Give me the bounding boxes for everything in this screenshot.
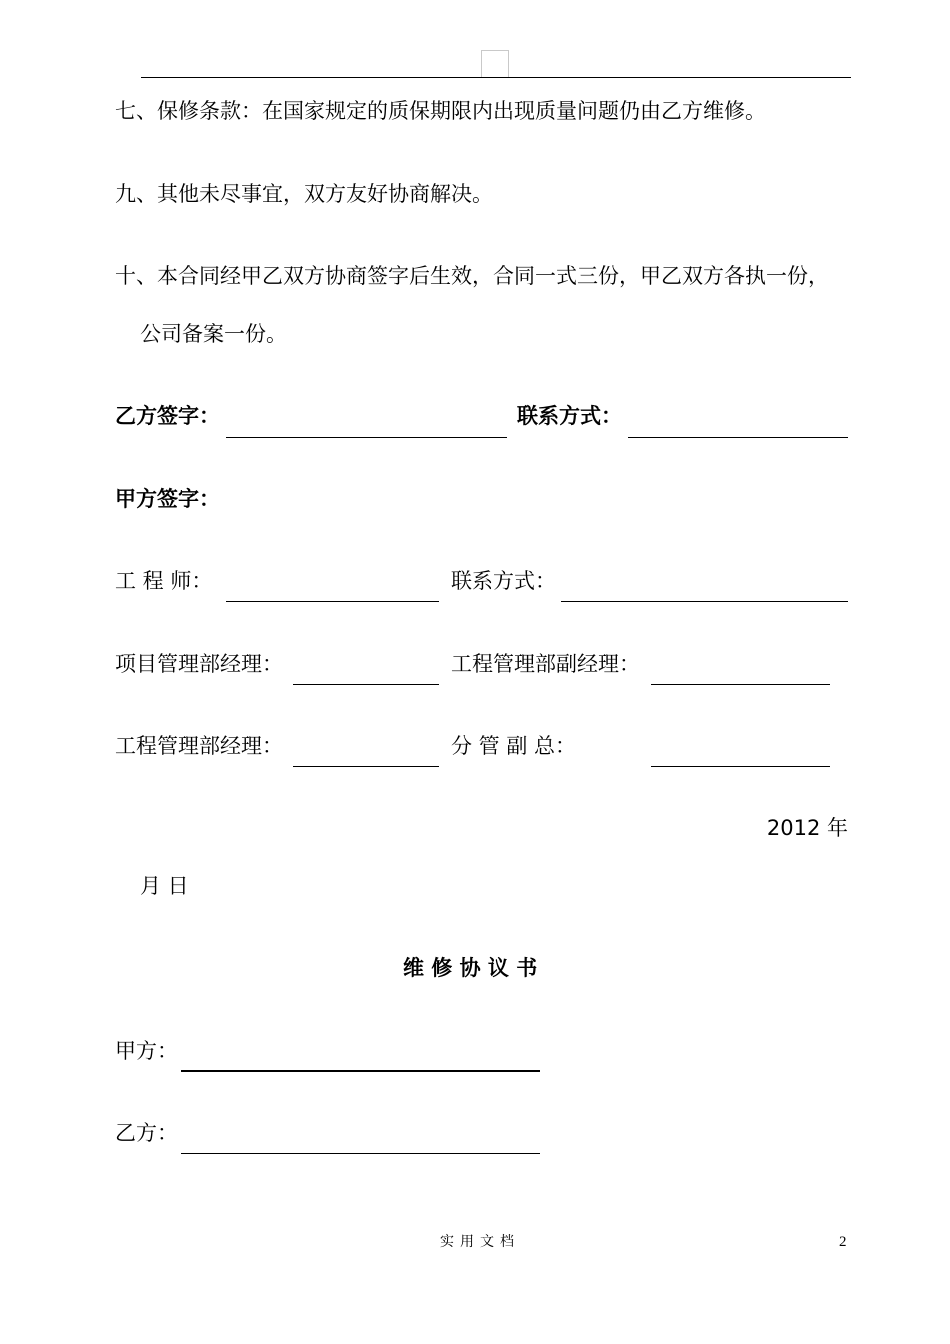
eng-deputy-manager-label: 工程管理部副经理： (451, 652, 640, 676)
agreement-title: 维 修 协 议 书 (403, 956, 538, 980)
footer-text: 实用文档 (440, 1234, 520, 1250)
header-rule (141, 77, 851, 78)
party-b-contact-label: 联系方式： (517, 404, 622, 428)
project-manager-label: 项目管理部经理： (115, 652, 283, 676)
party-a-signature-label: 甲方签字： (115, 487, 220, 511)
deputy-general-label: 分 管 副 总： (451, 734, 577, 758)
date-month-day: 月 日 (140, 874, 189, 898)
deputy-general-line (651, 766, 830, 767)
clause-10-line1: 十、本合同经甲乙双方协商签字后生效，合同一式三份，甲乙双方各执一份， (115, 264, 829, 288)
eng-deputy-manager-line (651, 684, 830, 685)
engineer-label: 工 程 师： (115, 569, 213, 593)
party-b-signature-label: 乙方签字： (115, 404, 220, 428)
date-year: 2012 年 (766, 816, 848, 840)
agreement-party-a-label: 甲方： (115, 1039, 178, 1063)
engineer-contact-line (561, 601, 848, 602)
agreement-party-b-line (181, 1153, 540, 1154)
engineer-contact-label: 联系方式： (451, 569, 556, 593)
header-tab-mark (481, 50, 509, 77)
eng-manager-line (293, 766, 439, 767)
clause-7: 七、保修条款：在国家规定的质保期限内出现质量问题仍由乙方维修。 (115, 99, 766, 123)
project-manager-line (293, 684, 439, 685)
party-b-contact-line (628, 437, 848, 438)
eng-manager-label: 工程管理部经理： (115, 734, 283, 758)
agreement-party-b-label: 乙方： (115, 1121, 178, 1145)
clause-10-line2: 公司备案一份。 (140, 322, 287, 346)
clause-9: 九、其他未尽事宜，双方友好协商解决。 (115, 182, 493, 206)
engineer-line (226, 601, 439, 602)
page-number: 2 (839, 1234, 847, 1250)
agreement-party-a-line (181, 1070, 540, 1072)
party-b-signature-line (226, 437, 507, 438)
